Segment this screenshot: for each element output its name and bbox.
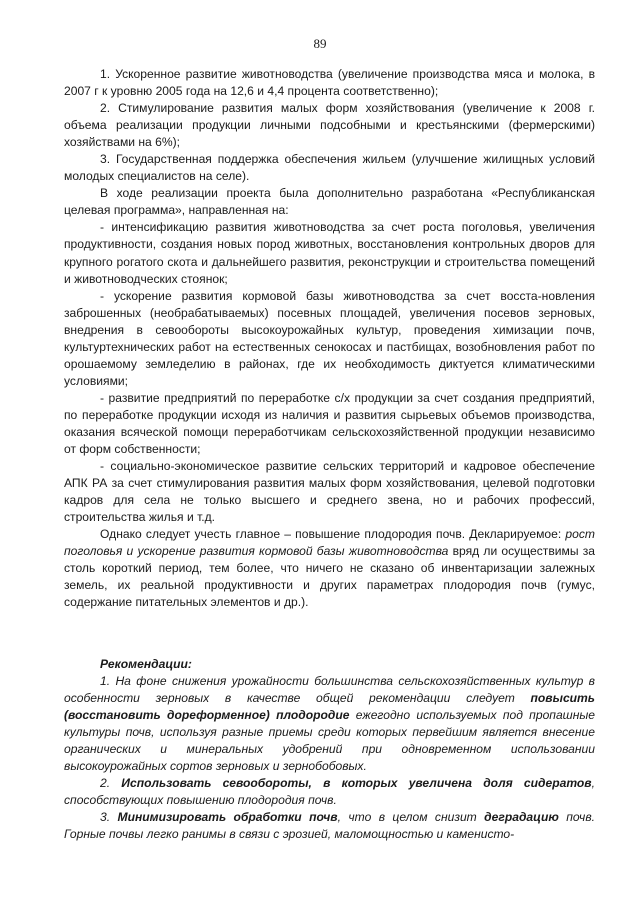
text-run: 2.: [100, 776, 122, 791]
paragraph: 3. Государственная поддержка обеспечения жильем (улучшение жилищных условий молодых специалистов на селе).: [64, 152, 595, 184]
text-run: 1. На фоне снижения урожайности большинства сельскохозяйственных культур в особенности зерновых в качестве общей рекомендации следует: [64, 674, 595, 706]
paragraph: - ускорение развития кормовой базы животноводства за счет восста-новления заброшенных (необрабатываемых) посевных площадей, увеличения посевов зерновых, внедрения в севообороты высокоурожайных культур, проведения химизации почв, культуртехнических работ на естественных сенокосах и пастбищах, возобновления работ по орошаемому земледелию в районах, где их необходимость диктуется климатическими условиями;: [64, 288, 595, 388]
paragraph: 1. Ускоренное развитие животноводства (увеличение производства мяса и молока, в 2007 г к уровню 2005 года на 12,6 и 4,4 процента соответственно);: [64, 67, 595, 99]
text-run-bold: повысить (восстановить дореформенное) плодородие: [64, 691, 595, 723]
text-run-bold: деградацию: [484, 810, 559, 825]
paragraph: - социально-экономическое развитие сельских территорий и кадровое обеспечение АПК РА за счет стимулирования развития малых форм хозяйствования, целевой подготовки кадров для села не только высшего и среднего звена, но и рабочих профессий, строительства жилья и т.д.: [64, 459, 595, 525]
text-run: вряд ли осуществимы за столь короткий период, тем более, что ничего не сказано об инвентаризации залежных земель, их реальной продуктивности и других параметрах плодородия почв (гумус, содержание питательных элементов и др.).: [64, 544, 595, 610]
text-run-bold: Использовать севообороты, в которых увеличена доля сидератов: [121, 776, 592, 791]
recommendations-heading: Рекомендации:: [100, 657, 192, 671]
final-paragraph: [64, 526, 595, 611]
text-run: , что в целом снизит: [337, 810, 485, 825]
text-run-italic: рост поголовья и ускорение развития кормовой базы животноводства: [64, 527, 595, 559]
paragraph: В ходе реализации проекта была дополнительно разработана «Республиканская целевая программа», направленная на:: [64, 186, 595, 218]
text-run: , способствующих повышению плодородия почв.: [64, 776, 595, 808]
text-run: почв. Горные почвы легко ранимы в связи с эрозией, маломощностью и каменисто-: [64, 810, 595, 842]
recommendation-item: [64, 775, 595, 809]
paragraph: 2. Стимулирование развития малых форм хозяйствования (увеличение к 2008 г. объема реализации продукции личными подсобными и крестьянскими (фермерскими) хозяйствами на 6%);: [64, 101, 595, 150]
recommendation-item: [64, 673, 595, 775]
text-run-bold: Минимизировать обработки почв: [117, 810, 338, 825]
recommendations-section: [64, 656, 595, 844]
text-run: Однако следует учесть главное – повышение плодородия почв. Декларируемое:: [100, 527, 566, 542]
page-number: 89: [313, 36, 327, 51]
paragraph: - интенсификацию развития животноводства за счет роста поголовья, увеличения продуктивности, создания новых пород животных, восстановления контрольных дворов для крупного рогатого скота и дальнейшего развития, реконструкции и строительства помещений и животноводческих стоянок;: [64, 220, 595, 286]
text-run: 3.: [100, 810, 118, 825]
recommendation-item: [64, 809, 595, 843]
text-run: ежегодно используемых под пропашные культуры почв, используя разные приемы среди которых первейшим является внесение органических и минеральных удобрений при одновременном использовании высокоурожайных сортов зерновых и зернобобовых.: [64, 708, 595, 774]
paragraph: - развитие предприятий по переработке с/х продукции за счет создания предприятий, по переработке продукции исходя из наличия и развития сырьевых объемов производства, оказания всяческой помощи переработчикам сельскохозяйственной продукции независимо от форм собственности;: [64, 390, 595, 457]
body-text: [64, 66, 595, 612]
